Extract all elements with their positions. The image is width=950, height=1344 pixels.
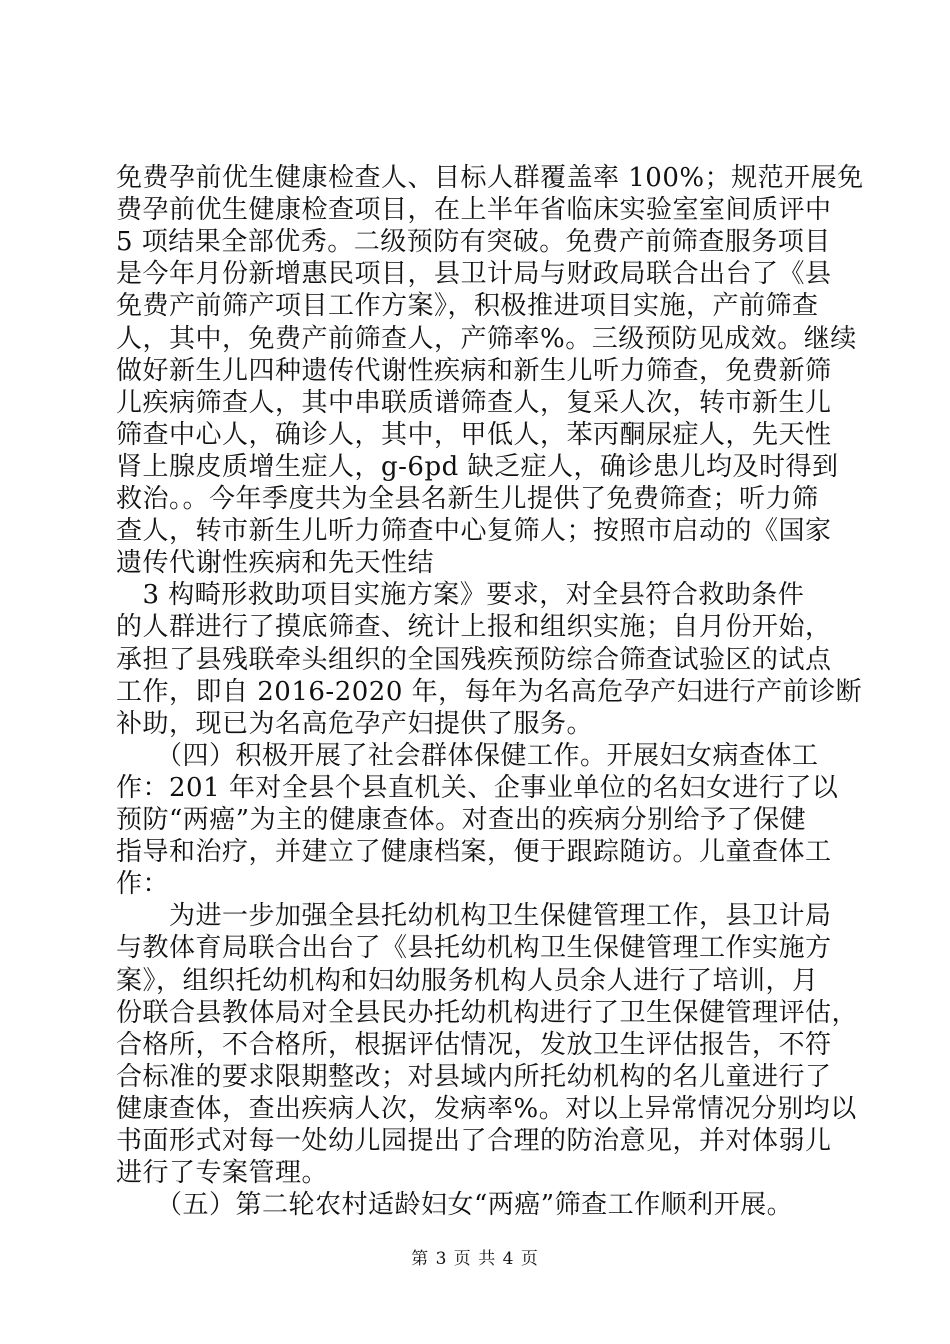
text-line: 的人群进行了摸底筛查、统计上报和组织实施；自月份开始， (116, 612, 832, 643)
text-line: （五）第二轮农村适龄妇女“两癌”筛查工作顺利开展。 (116, 1190, 794, 1221)
text-line: 3 构畸形救助项目实施方案》要求，对全县符合救助条件 (116, 580, 805, 611)
text-line: 费孕前优生健康检查项目，在上半年省临床实验室室间质评中 (116, 195, 832, 226)
text-line: 指导和治疗，并建立了健康档案，便于跟踪随访。儿童查体工 (116, 837, 832, 868)
text-line: 作： (116, 869, 170, 900)
text-line: 与教体育局联合出台了《县托幼机构卫生保健管理工作实施方 (116, 933, 832, 964)
text-line: 5 项结果全部优秀。二级预防有突破。免费产前筛查服务项目 (116, 227, 831, 258)
text-line: 遗传代谢性疾病和先天性结 (116, 548, 435, 579)
text-line: （四）积极开展了社会群体保健工作。开展妇女病查体工 (116, 740, 819, 771)
text-line: 免费孕前优生健康检查人、目标人群覆盖率 100%；规范开展免 (116, 163, 864, 193)
text-line: 进行了专案管理。 (116, 1158, 329, 1189)
text-line: 健康查体，查出疾病人次，发病率%。对以上异常情况分别均以 (116, 1093, 857, 1124)
text-line: 是今年月份新增惠民项目，县卫计局与财政局联合出台了《县 (116, 259, 832, 290)
text-line: 合格所，不合格所，根据评估情况，发放卫生评估报告，不符 (116, 1029, 832, 1060)
text-line: 预防“两癌”为主的健康查体。对查出的疾病分别给予了保健 (116, 805, 807, 835)
text-line: 查人，转市新生儿听力筛查中心复筛人；按照市启动的《国家 (116, 516, 832, 547)
text-line: 作：201 年对全县个县直机关、企事业单位的名妇女进行了以 (116, 772, 839, 803)
text-line: 份联合县教体局对全县民办托幼机构进行了卫生保健管理评估， (116, 997, 859, 1028)
page-footer: 第 3 页 共 4 页 (411, 1249, 539, 1269)
text-line: 补助，现已为名高危孕产妇提供了服务。 (116, 708, 594, 739)
text-line: 合标准的要求限期整改；对县域内所托幼机构的名儿童进行了 (116, 1061, 832, 1092)
text-line: 做好新生儿四种遗传代谢性疾病和新生儿听力筛查，免费新筛 (116, 355, 832, 386)
text-line: 筛查中心人，确诊人，其中，甲低人，苯丙酮尿症人，先天性 (116, 419, 832, 450)
text-line: 人，其中，免费产前筛查人，产筛率%。三级预防见成效。继续 (116, 323, 857, 354)
text-line: 为进一步加强全县托幼机构卫生保健管理工作，县卫计局 (116, 901, 832, 932)
text-line: 肾上腺皮质增生症人，g-6pd 缺乏症人，确诊患儿均及时得到 (116, 451, 839, 482)
text-line: 儿疾病筛查人，其中串联质谱筛查人，复采人次，转市新生儿 (116, 387, 832, 418)
text-line: 免费产前筛产项目工作方案》，积极推进项目实施，产前筛查 (116, 291, 819, 322)
text-line: 书面形式对每一处幼儿园提出了合理的防治意见，并对体弱儿 (116, 1126, 832, 1156)
text-line: 案》，组织托幼机构和妇幼服务机构人员余人进行了培训，月 (116, 965, 819, 996)
text-line: 承担了县残联牵头组织的全国残疾预防综合筛查试验区的试点 (116, 644, 832, 675)
text-line: 工作，即自 2016-2020 年，每年为名高危孕产妇进行产前诊断 (116, 676, 863, 707)
text-line: 救治。。今年季度共为全县名新生儿提供了免费筛查；听力筛 (116, 484, 819, 514)
